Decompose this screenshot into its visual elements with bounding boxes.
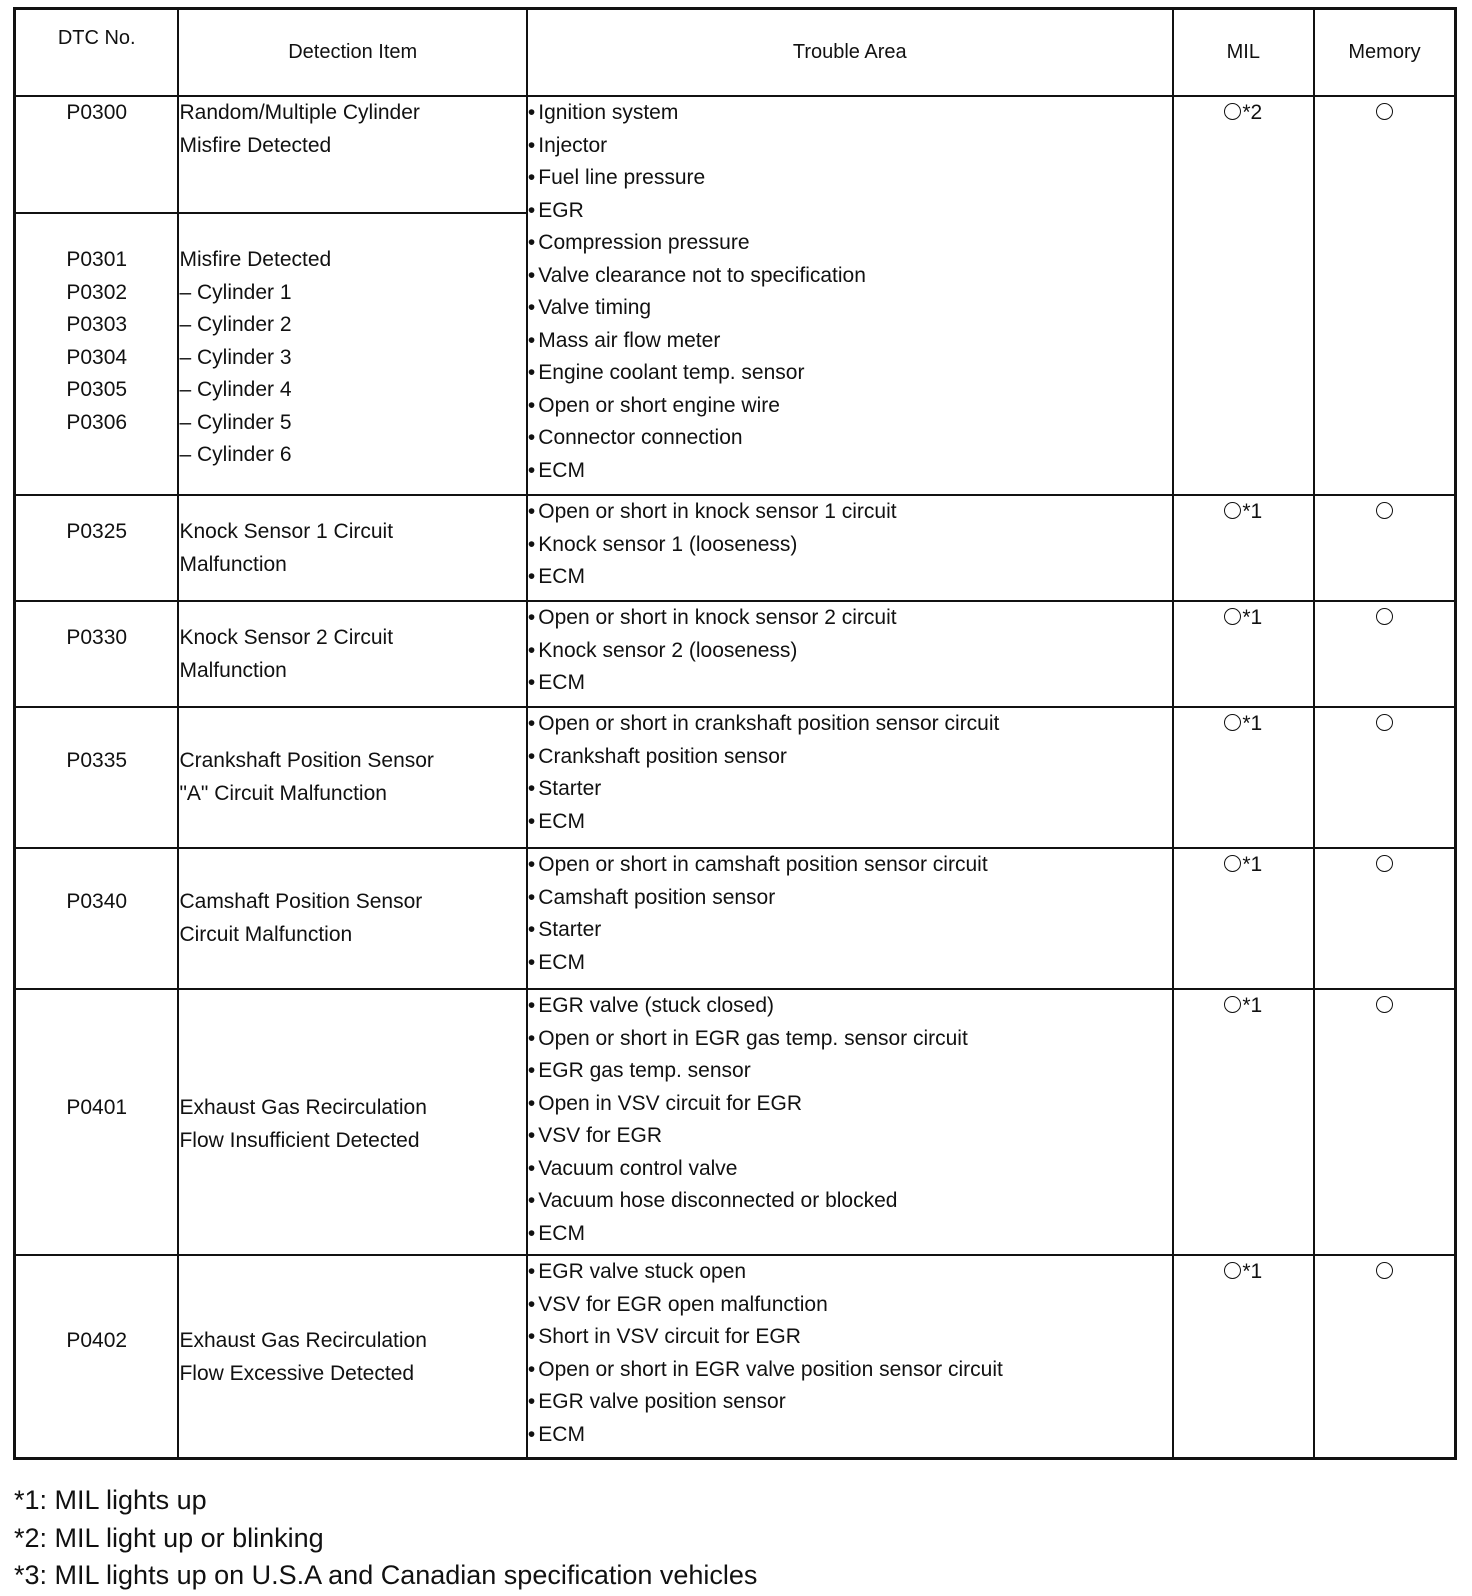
trouble-item: • VSV for EGR open malfunction — [528, 1289, 1172, 1322]
circle-mark-icon — [1376, 103, 1393, 120]
dtc-code: P0300 — [66, 101, 128, 124]
trouble-item: • EGR gas temp. sensor — [528, 1055, 1172, 1088]
trouble-area-cell — [527, 495, 1173, 601]
trouble-item: • ECM — [528, 1419, 1172, 1452]
circle-mark-icon — [1224, 608, 1241, 625]
trouble-item: • Fuel line pressure — [528, 162, 1172, 195]
detection-item-line: – Cylinder 3 — [179, 345, 292, 369]
trouble-item: • Open or short engine wire — [528, 390, 1172, 423]
circle-mark-icon — [1376, 996, 1393, 1013]
detection-item-line: Random/Multiple Cylinder — [179, 101, 420, 124]
dtc-code: P0325 — [66, 520, 128, 543]
dtc-code: P0335 — [66, 749, 128, 772]
trouble-item: • Engine coolant temp. sensor — [528, 357, 1172, 390]
dtc-cell — [15, 495, 179, 601]
table-row — [15, 707, 1456, 848]
circle-mark-icon — [1224, 855, 1241, 872]
detection-item-line: – Cylinder 4 — [179, 378, 292, 401]
detection-item-line: Misfire Detected — [179, 248, 332, 271]
dtc-code: P0340 — [66, 890, 128, 913]
table-row — [15, 848, 1456, 989]
header-row — [15, 9, 1456, 97]
detection-item-cell — [178, 495, 526, 601]
mil-cell — [1173, 848, 1314, 989]
header-trouble-area: Trouble Area — [527, 9, 1173, 97]
dtc-table — [13, 7, 1457, 1460]
detection-item-line: Camshaft Position Sensor — [179, 890, 423, 913]
trouble-item: • EGR valve (stuck closed) — [528, 990, 1172, 1023]
table-row — [15, 601, 1456, 707]
header-memory: Memory — [1314, 9, 1455, 97]
trouble-item: • Open or short in crankshaft position sensor circuit — [528, 708, 1172, 741]
trouble-area-cell — [527, 989, 1173, 1255]
detection-item-line: Misfire Detected — [179, 133, 332, 157]
dtc-code: P0401 — [66, 1096, 128, 1119]
dtc-cell — [15, 989, 179, 1255]
table-row — [15, 989, 1456, 1255]
dtc-code: P0305 — [66, 378, 128, 401]
dtc-code: P0402 — [66, 1329, 128, 1352]
trouble-item: • EGR — [528, 195, 1172, 228]
detection-item-line: Crankshaft Position Sensor — [179, 749, 434, 772]
memory-cell — [1314, 989, 1455, 1255]
trouble-item: • Camshaft position sensor — [528, 882, 1172, 915]
trouble-item: • Knock sensor 2 (looseness) — [528, 635, 1172, 668]
header-dtc-no: DTC No. — [15, 9, 179, 97]
detection-item-cell — [178, 707, 526, 848]
detection-item-cell — [178, 1255, 526, 1458]
trouble-item: • Crankshaft position sensor — [528, 741, 1172, 774]
trouble-item: • Knock sensor 1 (looseness) — [528, 529, 1172, 562]
trouble-item: • Open in VSV circuit for EGR — [528, 1088, 1172, 1121]
mil-note: *1 — [1242, 500, 1263, 523]
dtc-cell — [15, 96, 179, 213]
detection-item-cell — [178, 848, 526, 989]
memory-cell — [1314, 707, 1455, 848]
circle-mark-icon — [1224, 1262, 1241, 1279]
trouble-item: • Open or short in camshaft position sensor circuit — [528, 849, 1172, 882]
trouble-item: • ECM — [528, 806, 1172, 839]
trouble-item: • ECM — [528, 947, 1172, 980]
trouble-item: • ECM — [528, 561, 1172, 594]
mil-note: *1 — [1242, 994, 1263, 1017]
mil-cell — [1173, 601, 1314, 707]
memory-cell — [1314, 96, 1455, 495]
dtc-cell — [15, 601, 179, 707]
mil-note: *2 — [1242, 101, 1263, 124]
trouble-item: • Ignition system — [528, 97, 1172, 130]
detection-item-cell — [178, 213, 526, 495]
trouble-item: • VSV for EGR — [528, 1120, 1172, 1153]
memory-cell — [1314, 601, 1455, 707]
detection-item-cell — [178, 96, 526, 213]
memory-cell — [1314, 848, 1455, 989]
detection-item-cell — [178, 601, 526, 707]
detection-item-line: – Cylinder 5 — [179, 410, 292, 434]
dtc-code: P0306 — [66, 410, 128, 434]
detection-item-line: Circuit Malfunction — [179, 922, 353, 946]
circle-mark-icon — [1224, 714, 1241, 731]
mil-cell — [1173, 495, 1314, 601]
mil-note: *1 — [1242, 853, 1263, 876]
mil-cell — [1173, 96, 1314, 495]
trouble-item: • ECM — [528, 667, 1172, 700]
trouble-item: • Compression pressure — [528, 227, 1172, 260]
circle-mark-icon — [1224, 502, 1241, 519]
trouble-item: • Injector — [528, 130, 1172, 163]
circle-mark-icon — [1224, 103, 1241, 120]
mil-note: *1 — [1242, 1260, 1263, 1283]
trouble-item: • EGR valve position sensor — [528, 1386, 1172, 1419]
table-row-p0300 — [15, 96, 1456, 213]
footnote: *2: MIL light up or blinking — [14, 1522, 324, 1553]
detection-item-line: Knock Sensor 1 Circuit — [179, 520, 394, 543]
detection-item-cell — [178, 989, 526, 1255]
detection-item-line: Exhaust Gas Recirculation — [179, 1096, 427, 1119]
circle-mark-icon — [1376, 608, 1393, 625]
trouble-item: • Valve clearance not to specification — [528, 260, 1172, 293]
dtc-cell — [15, 1255, 179, 1458]
dtc-cell — [15, 213, 179, 495]
trouble-item: • Starter — [528, 773, 1172, 806]
trouble-item: • Valve timing — [528, 292, 1172, 325]
table-row — [15, 1255, 1456, 1458]
detection-item-line: Flow Excessive Detected — [179, 1361, 415, 1385]
footnote: *3: MIL lights up on U.S.A and Canadian specification vehicles — [14, 1560, 758, 1590]
mil-cell — [1173, 1255, 1314, 1458]
footnote: *1: MIL lights up — [14, 1485, 207, 1515]
memory-cell — [1314, 495, 1455, 601]
trouble-area-cell — [527, 601, 1173, 707]
detection-item-line: Flow Insufficient Detected — [179, 1128, 420, 1152]
dtc-code: P0304 — [66, 345, 128, 369]
detection-item-line: Malfunction — [179, 552, 287, 576]
dtc-code: P0303 — [66, 313, 128, 336]
trouble-area-cell — [527, 96, 1173, 495]
trouble-item: • Open or short in EGR gas temp. sensor circuit — [528, 1023, 1172, 1056]
trouble-area-cell — [527, 707, 1173, 848]
mil-cell — [1173, 989, 1314, 1255]
trouble-item: • Open or short in EGR valve position sensor circuit — [528, 1354, 1172, 1387]
detection-item-line: Exhaust Gas Recirculation — [179, 1329, 427, 1352]
detection-item-line: Malfunction — [179, 658, 287, 682]
dtc-code: P0302 — [66, 280, 128, 304]
header-detection-item: Detection Item — [178, 9, 526, 97]
detection-item-line: – Cylinder 1 — [179, 280, 292, 304]
circle-mark-icon — [1376, 714, 1393, 731]
trouble-item: • ECM — [528, 1218, 1172, 1251]
circle-mark-icon — [1224, 996, 1241, 1013]
trouble-item: • Open or short in knock sensor 2 circuit — [528, 602, 1172, 635]
trouble-item: • Vacuum hose disconnected or blocked — [528, 1185, 1172, 1218]
dtc-code: P0301 — [66, 248, 128, 271]
trouble-item: • Mass air flow meter — [528, 325, 1172, 358]
table-row — [15, 495, 1456, 601]
circle-mark-icon — [1376, 1262, 1393, 1279]
circle-mark-icon — [1376, 855, 1393, 872]
memory-cell — [1314, 1255, 1455, 1458]
detection-item-line: – Cylinder 2 — [179, 313, 292, 336]
footnotes — [14, 1482, 757, 1595]
detection-item-line: "A" Circuit Malfunction — [179, 781, 387, 805]
trouble-area-cell — [527, 1255, 1173, 1458]
detection-item-line: Knock Sensor 2 Circuit — [179, 626, 394, 649]
dtc-cell — [15, 707, 179, 848]
trouble-item: • Starter — [528, 914, 1172, 947]
mil-cell — [1173, 707, 1314, 848]
trouble-item: • ECM — [528, 455, 1172, 488]
trouble-item: • Open or short in knock sensor 1 circuit — [528, 496, 1172, 529]
dtc-cell — [15, 848, 179, 989]
detection-item-line: – Cylinder 6 — [179, 443, 292, 466]
circle-mark-icon — [1376, 502, 1393, 519]
trouble-item: • Vacuum control valve — [528, 1153, 1172, 1186]
trouble-item: • Connector connection — [528, 422, 1172, 455]
trouble-area-cell — [527, 848, 1173, 989]
mil-note: *1 — [1242, 606, 1263, 629]
trouble-item: • Short in VSV circuit for EGR — [528, 1321, 1172, 1354]
mil-note: *1 — [1242, 712, 1263, 735]
dtc-code: P0330 — [66, 626, 128, 649]
trouble-item: • EGR valve stuck open — [528, 1256, 1172, 1289]
header-mil: MIL — [1173, 9, 1314, 97]
